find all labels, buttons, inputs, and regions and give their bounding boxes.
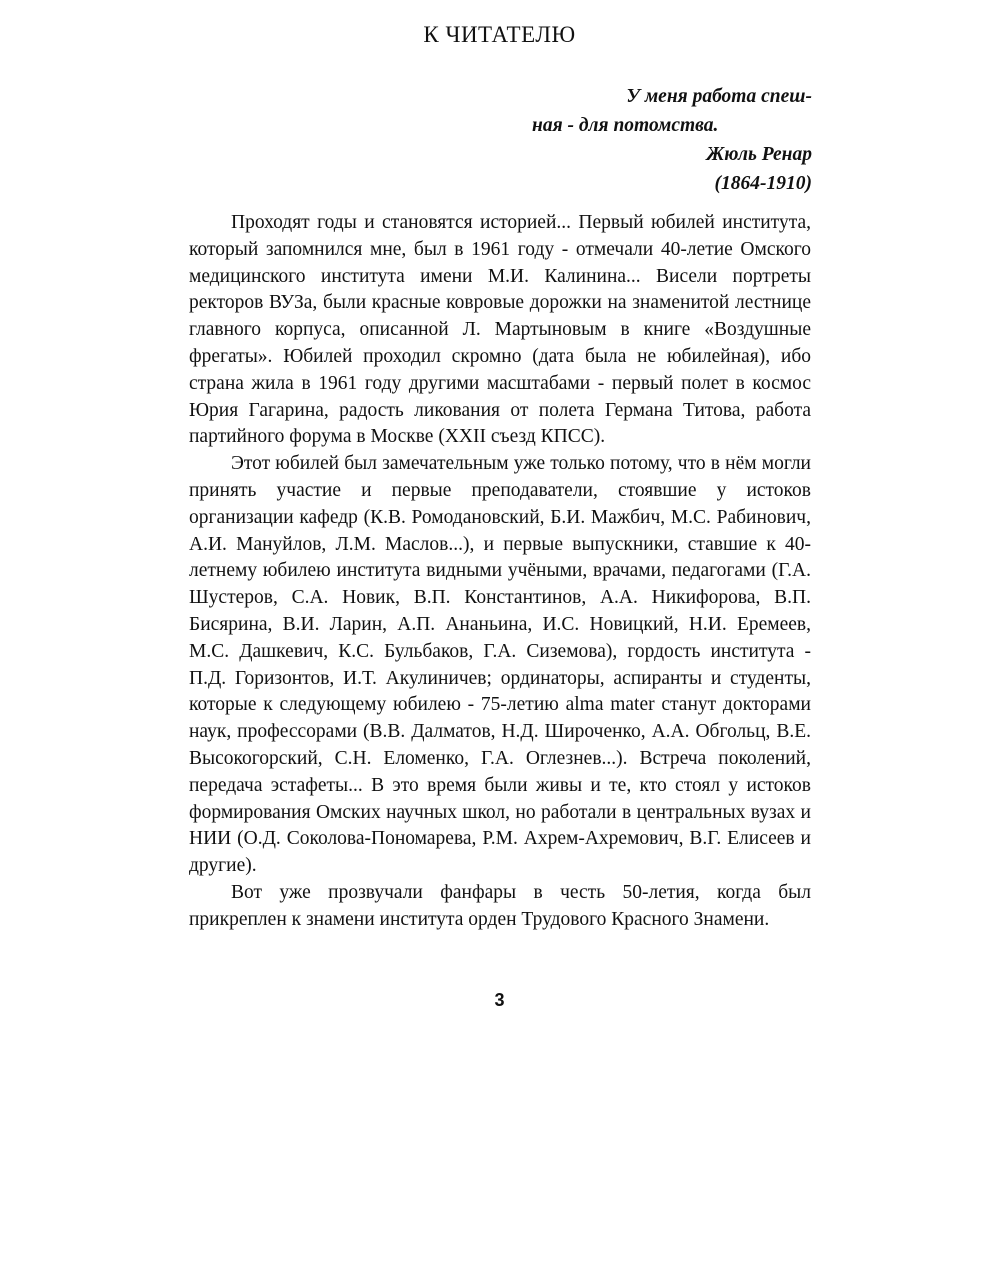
paragraph: Этот юбилей был замечательным уже только потому, что в нём могли принять участие и первые преподаватели, стоявшие у истоков организации кафедр (К.В. Ромодановский, Б.И. Мажбич, М.С. Рабинович, А.И. Мануйлов, Л.М. Маслов...), и первые выпускники, ставшие к 40-летнему юбилею института видными учёными, врачами, педагогами (Г.А. Шустеров, С.А. Новик, В.П. Константинов, А.А. Никифорова, В.П. Бисярина, В.И. Ларин, А.П. Ананьина, И.С. Новицкий, Н.И. Еремеев, М.С. Дашкевич, К.С. Бульбаков, Г.А. Сиземова), гордость института - П.Д. Горизонтов, И.Т. Акулиничев; ординаторы, аспиранты и студенты, которые к следующему юбилею - 75-летию alma mater станут докторами наук, профессорами (В.В. Далматов, Н.Д. Широченко, А.А. Обгольц, В.Е. Высокогорский, С.Н. Еломенко, Г.А. Оглезнев...). Встреча поколений, передача эстафеты... В это время были живы и те, кто стоял у истоков формирования Омских научных школ, но работали в центральных вузах и НИИ (О.Д. Соколова-Пономарева, Р.М. Ахрем-Ахремович, В.Г. Елисеев и другие). — [189, 453, 811, 877]
epigraph-line-2: ная - для потомства. — [532, 115, 719, 136]
epigraph-line-1: У меня работа спеш- — [626, 86, 812, 107]
epigraph-author: Жюль Ренар — [706, 144, 812, 165]
paragraph: Вот уже прозвучали фанфары в честь 50-летия, когда был прикреплен к знамени института орден Трудового Красного Знамени. — [189, 881, 811, 930]
page-number: 3 — [494, 990, 505, 1010]
epigraph — [500, 82, 812, 198]
epigraph-years: (1864-1910) — [714, 173, 812, 194]
page-title: К ЧИТАТЕЛЮ — [423, 22, 576, 47]
paragraph: Проходят годы и становятся историей... Первый юбилей института, который запомнился мне, был в 1961 году - отмечали 40-летие Омского медицинского института имени М.И. Калинина... Висели портреты ректоров ВУЗа, были красные ковровые дорожки на знаменитой лестнице главного корпуса, описанной Л. Мартыновым в книге «Воздушные фрегаты». Юбилей проходил скромно (дата была не юбилейная), ибо страна жила в 1961 году другими масштабами - первый полет в космос Юрия Гагарина, радость ликования от полета Германа Титова, работа партийного форума в Москве (XXII съезд КПСС). — [189, 212, 811, 448]
body-text — [189, 210, 811, 934]
